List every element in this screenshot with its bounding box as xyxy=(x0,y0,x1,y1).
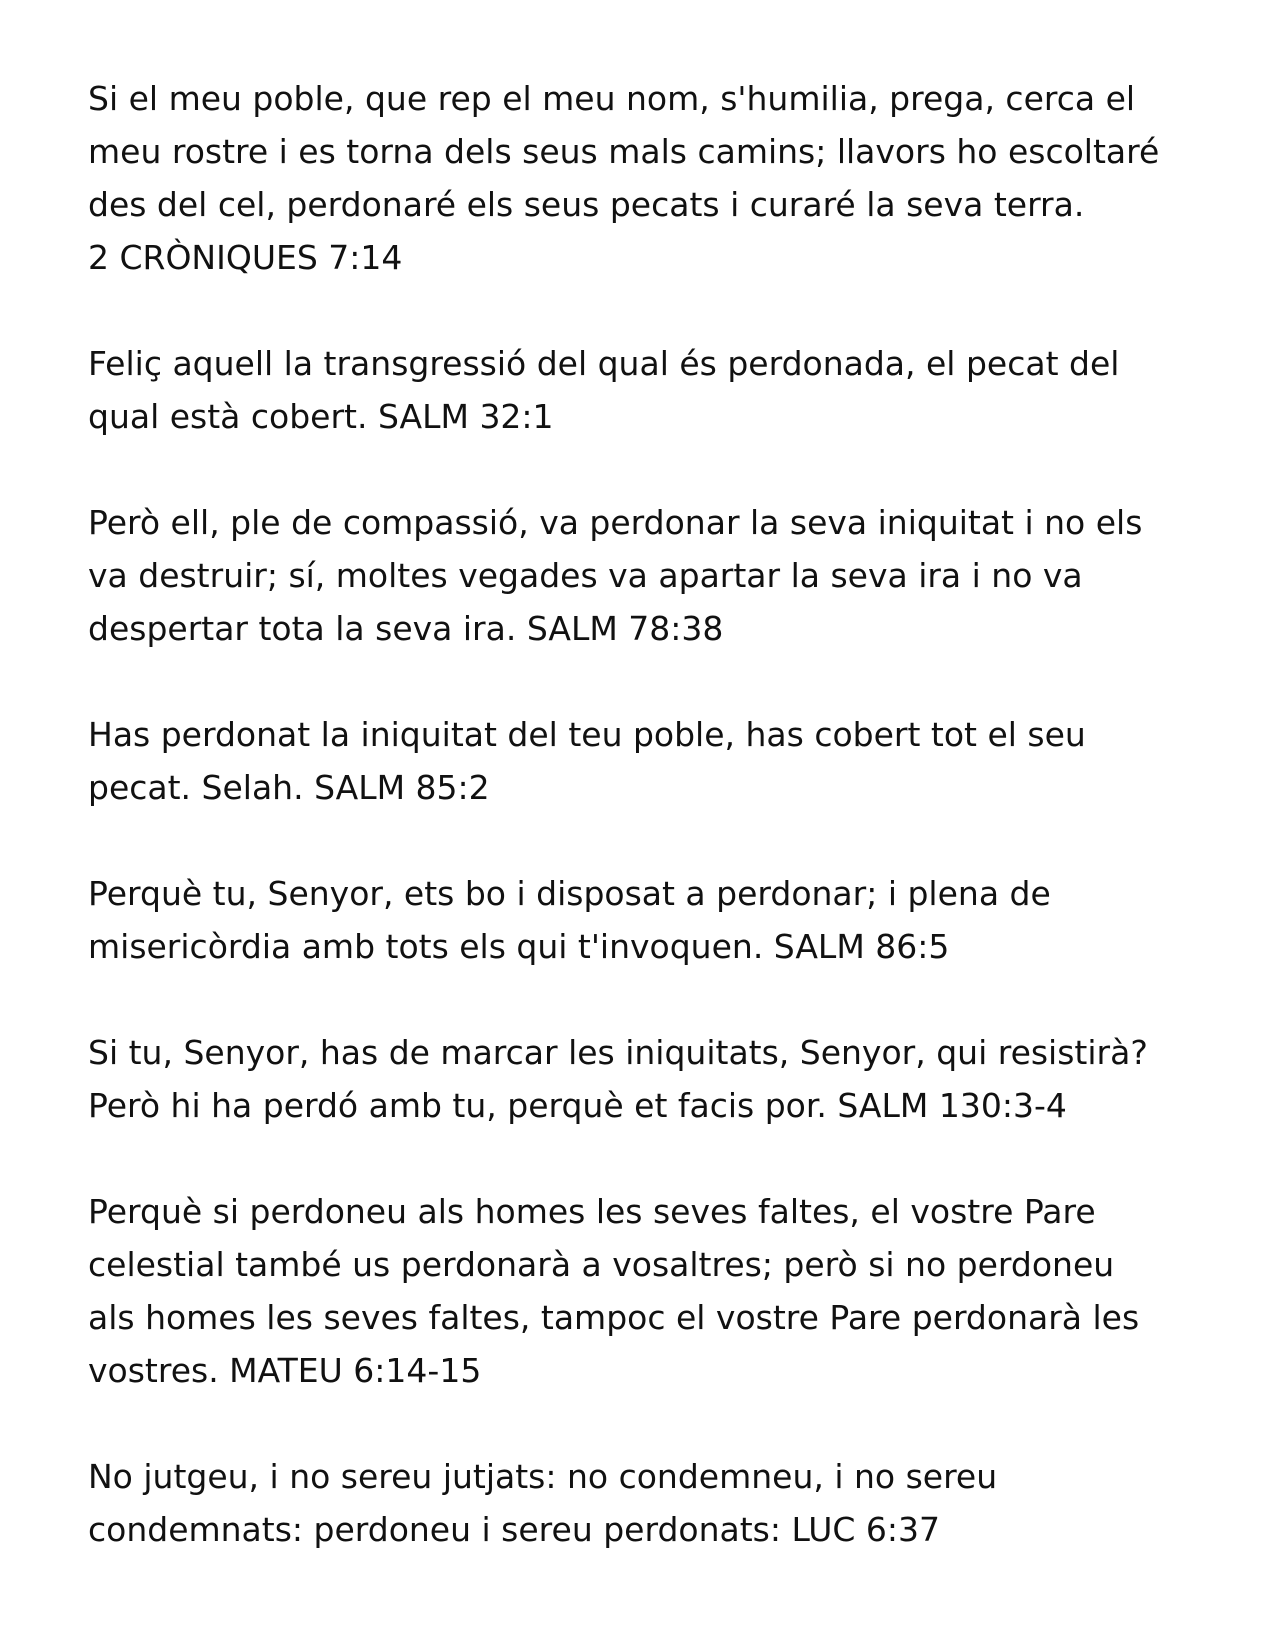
document-page xyxy=(88,72,1208,1609)
verse-paragraph: Perquè tu, Senyor, ets bo i disposat a perdonar; i plena de misericòrdia amb tots els qui t'invoquen. SALM 86:5 xyxy=(88,874,1051,966)
verse-paragraph: Però ell, ple de compassió, va perdonar la seva iniquitat i no els va destruir; sí, moltes vegades va apartar la seva ira i no va despertar tota la seva ira. SALM 78:38 xyxy=(88,503,1143,648)
verse-paragraph: Perquè si perdoneu als homes les seves faltes, el vostre Pare celestial també us perdonarà a vosaltres; però si no perdoneu als homes les seves faltes, tampoc el vostre Pare perdonarà les vostres. MATEU 6:14-15 xyxy=(88,1192,1140,1390)
verse-paragraph: Feliç aquell la transgressió del qual és perdonada, el pecat del qual està cobert. SALM 32:1 xyxy=(88,344,1120,436)
verse-paragraph: Has perdonat la iniquitat del teu poble, has cobert tot el seu pecat. Selah. SALM 85:2 xyxy=(88,715,1086,807)
verse-paragraph: No jutgeu, i no sereu jutjats: no condemneu, i no sereu condemnats: perdoneu i sereu perdonats: LUC 6:37 xyxy=(88,1457,998,1549)
verse-paragraph: Si tu, Senyor, has de marcar les iniquitats, Senyor, qui resistirà? Però hi ha perdó amb tu, perquè et facis por. SALM 130:3-4 xyxy=(88,1033,1148,1125)
verse-paragraph: Si el meu poble, que rep el meu nom, s'humilia, prega, cerca el meu rostre i es torna dels seus mals camins; llavors ho escoltaré des del cel, perdonaré els seus pecats i curaré la seva terra. 2 CRÒNIQUES 7:14 xyxy=(88,79,1160,277)
